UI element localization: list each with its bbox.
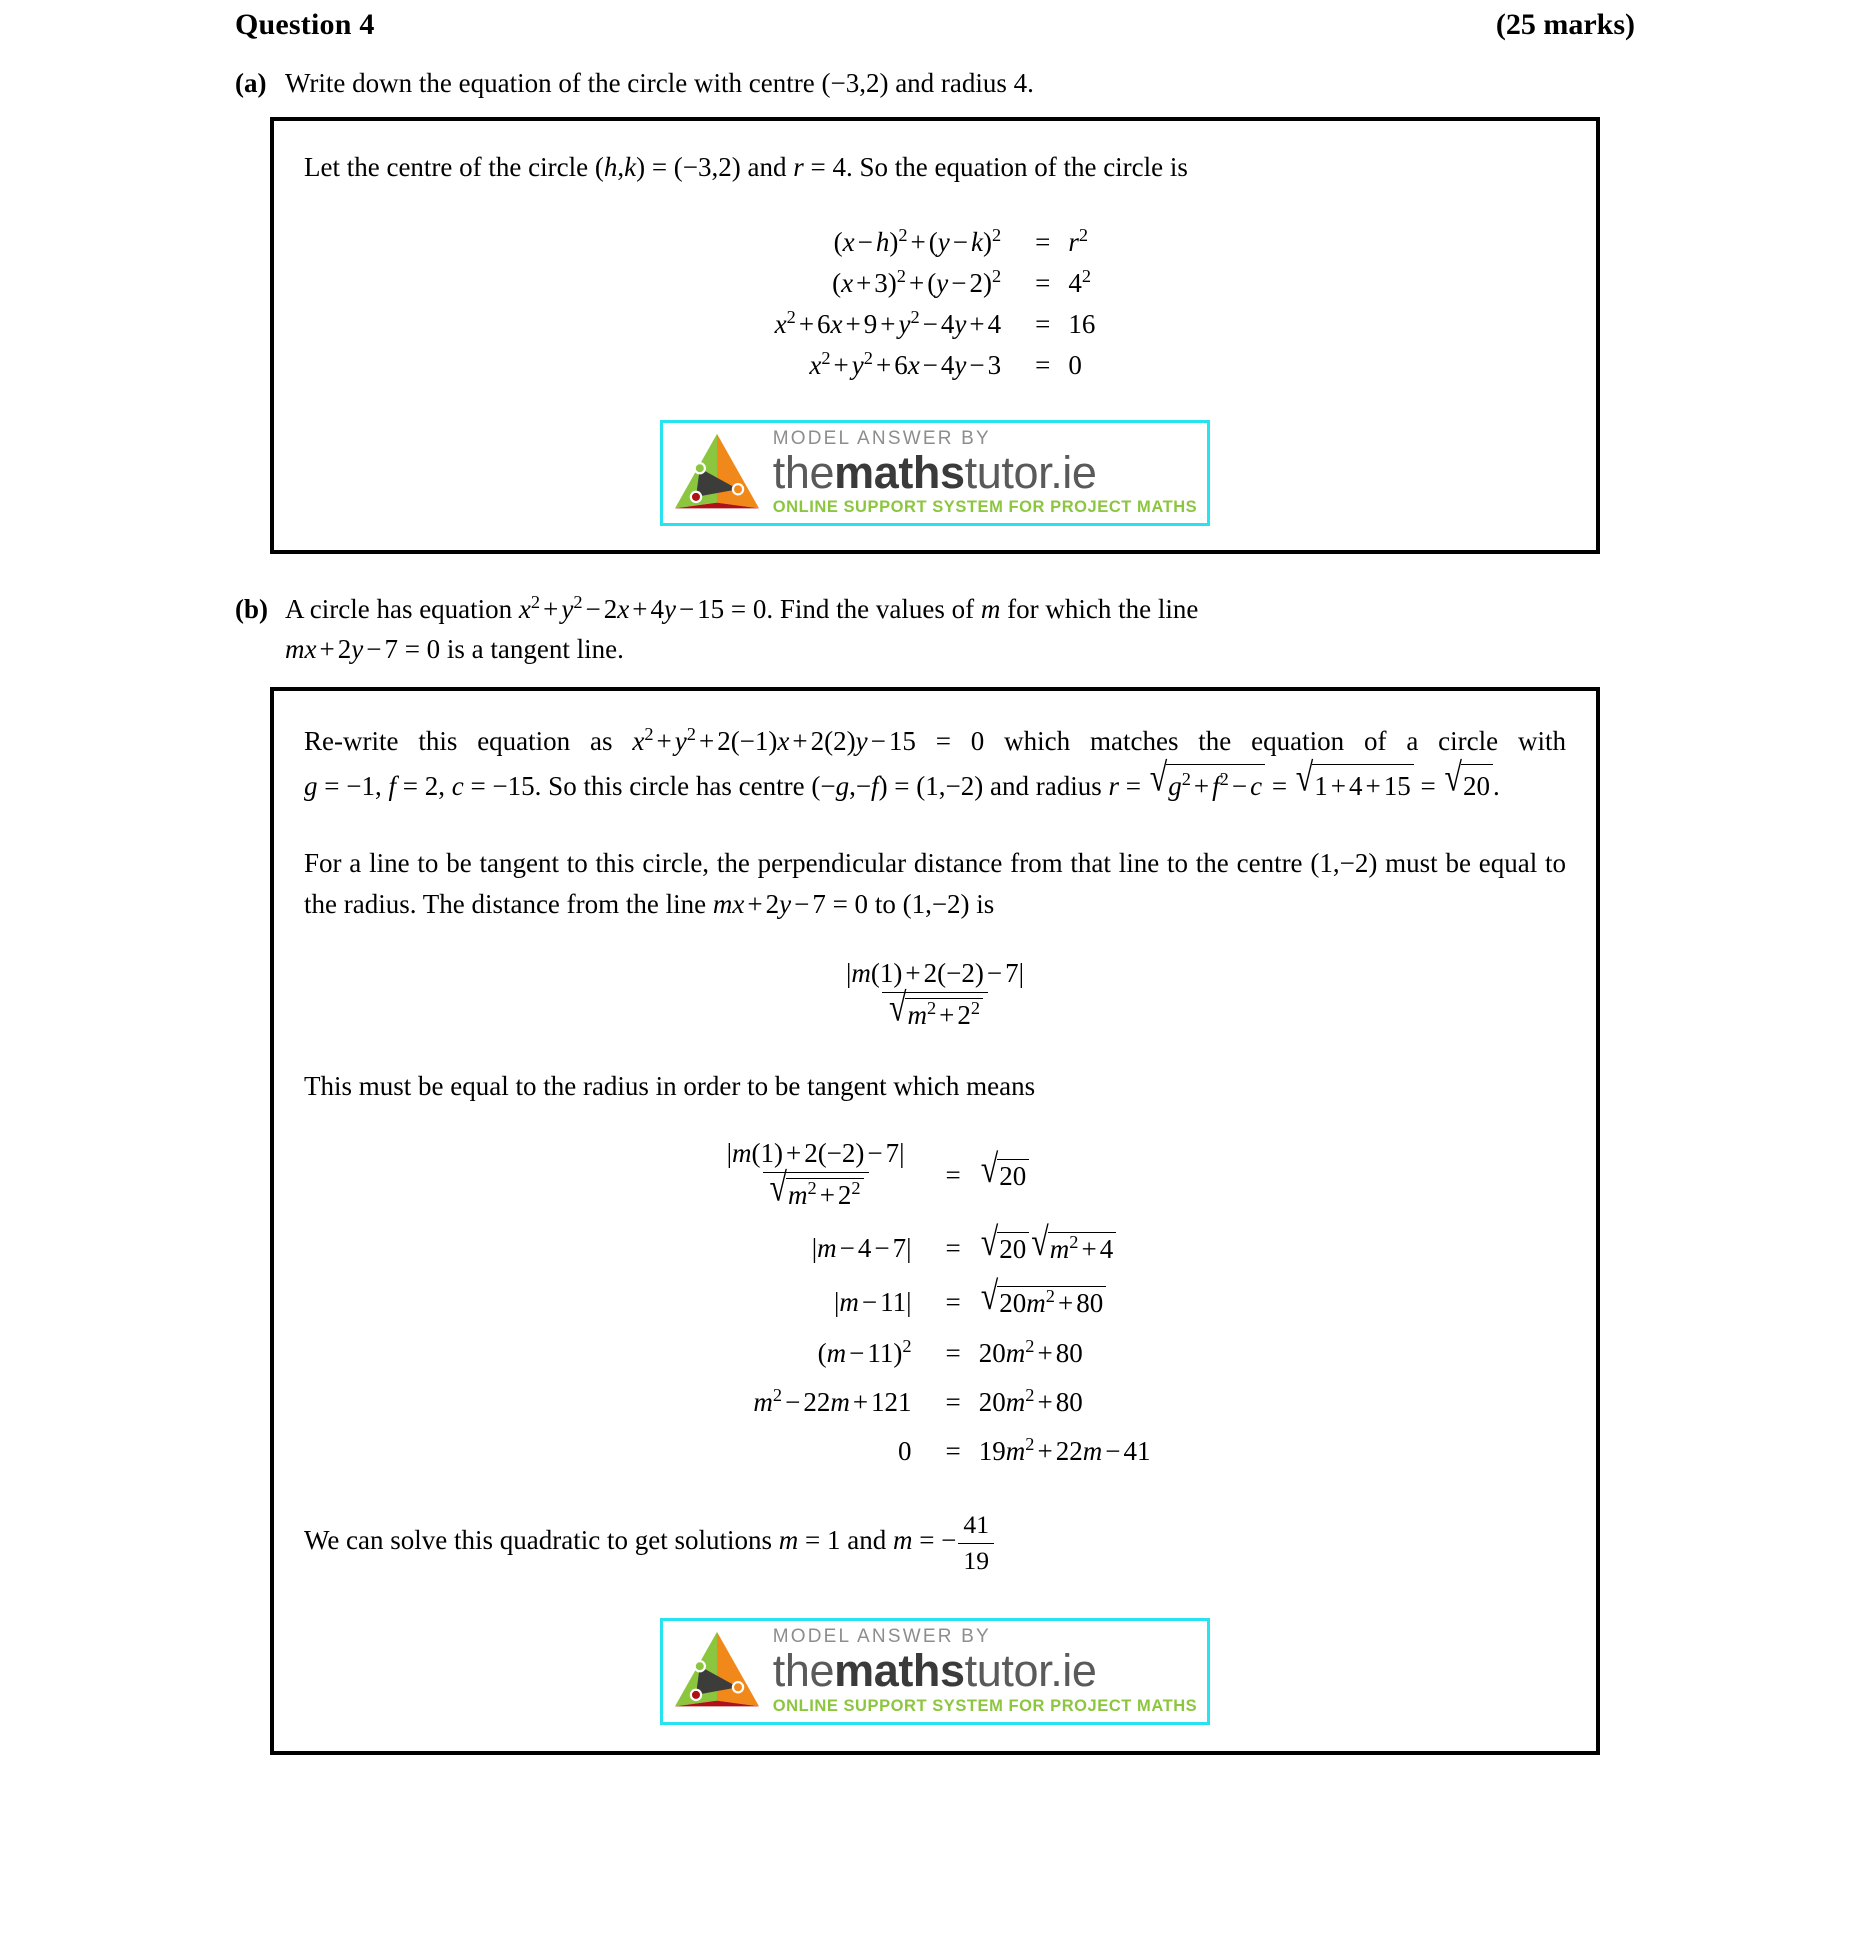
logo-tagline-top: MODEL ANSWER BY [772,1625,991,1647]
answer-b-paragraph-3: This must be equal to the radius in order to be tangent which means [304,1071,1036,1102]
equation-row [720,1221,1151,1275]
gfc-values: g = −1, f = 2, c = −15. [304,771,542,802]
answer-box-b [270,687,1600,1755]
equation-relation: = [1035,349,1051,380]
equation-rhs: $20m^2 + 80$ [978,1385,1083,1418]
part-b-line-equation: mx + 2y − 7 = 0 [285,633,441,664]
logo-text-block [773,1627,1198,1716]
answer-b-p2-t2: must be equal to the radius. The distance from the line [304,848,1567,919]
logo-brand-maths: maths [834,1644,965,1696]
answer-b-paragraph-1 [304,721,1566,809]
part-b-stem-2: Find the values of [773,594,981,625]
equation-relation: = [1035,308,1051,339]
logo-brand-the: the [772,1644,835,1696]
equation-rhs: $r^2$ [1068,224,1089,257]
distance-denominator: $√m^2 + 2^2$ [882,992,988,1033]
equation-row [720,1329,1151,1378]
tangent-fraction: | $\frac{m(1) + 2(-2) - 7 |}{√m^2 + 2^2}$ [722,1138,910,1212]
logo-brand-ie: .ie [1050,446,1097,498]
logo-brand [772,1644,1198,1696]
rewritten-equation: $x^2 + y^2 + 2(-1)x + 2(2)y - 15 = 0$ [632,723,985,756]
answer-a-lead-3: So the equation of the circle is [852,152,1188,183]
question-header [235,0,1635,42]
logo-text-block [773,429,1198,518]
answer-b-p1-t4: and radius [983,771,1109,802]
equation-relation: = [945,1338,961,1369]
part-a-centre: (−3,2) [821,68,889,98]
equation-rhs: $√20m^2 + 80$ [979,1275,1151,1329]
answer-box-a [270,117,1600,554]
answer-b-p1-t3: So this circle has centre [541,771,812,802]
part-a-stem [235,64,1635,103]
logo-tagline-bottom: ONLINE SUPPORT SYSTEM FOR PROJECT MATHS [772,1696,1198,1715]
conclusion-text-1: We can solve this quadratic to get solutions [304,1525,779,1556]
marks-label: (25 marks) [1495,8,1635,41]
answer-b-p2-t3: to [868,888,903,919]
logo-container-a [304,420,1566,527]
equation-lhs: $m^2 - 22m + 121$ [753,1385,912,1418]
solution-m-1: m = 1 [778,1525,841,1556]
equation-rhs: $20m^2 + 80$ [978,1336,1083,1369]
triangle-logo-icon [669,430,765,516]
part-b-variable-m: m [980,594,1001,625]
equation-lhs: 0 [898,1436,912,1467]
equation-row [720,1378,1151,1427]
equation-row [775,222,1096,263]
solution-m-2: m = − $\frac{41}{19}$ [893,1525,996,1555]
solution-numerator: 41 [963,1510,990,1540]
answer-b-p1-t2: which matches the equation of a circle with [984,725,1566,756]
answer-b-equations [720,1129,1151,1476]
equation-row [775,304,1096,345]
equation-relation: = [945,1232,961,1263]
answer-a-lead-1: Let the centre of the circle [304,152,595,183]
equation-lhs: | m − 4 − 7 | [720,1221,928,1275]
themathstutor-logo [660,420,1211,527]
centre-point-2: (1,−2) [902,888,970,919]
logo-brand-maths: maths [834,446,965,498]
logo-tagline-top: MODEL ANSWER BY [772,427,991,449]
equation-rhs: 0 [1068,349,1082,380]
equation-lhs: | m − 11 | [720,1275,928,1329]
logo-brand [772,446,1198,498]
themathstutor-logo [660,1618,1211,1725]
equation-row [720,1275,1151,1329]
equation-rhs: $4^2$ [1068,265,1092,298]
part-a-stem-suffix: and radius 4. [888,68,1034,98]
equation-rhs: √20 $√m^2 + 4$ [979,1221,1151,1275]
distance-numerator: | m(1) + 2(−2) − 7 | [841,958,1029,992]
equation-lhs: $x^2 + y^2 + 6x - 4y - 3$ [809,347,1002,380]
radius-value: r = 4. [793,152,853,183]
equation-relation: = [945,1286,961,1317]
part-a-stem-prefix: Write down the equation of the circle with centre [285,68,822,98]
radius-expression: $r = √g^2 + f^2 - c = √1 + 4 + 15 = √20$ . [1108,771,1499,801]
answer-b-p2-t4: is [969,888,995,919]
equation-lhs: $(x - h)^2 + (y - k)^2$ [833,224,1002,257]
logo-container-b [304,1618,1566,1725]
logo-brand-the: the [772,446,835,498]
equation-rhs: 16 [1068,308,1096,339]
equation-row [720,1129,1151,1221]
equation-rhs: √20 [979,1129,1151,1221]
equation-row [775,345,1096,386]
part-b-stem-3: for which the line [1000,594,1199,625]
distance-formula [304,958,1566,1032]
equation-row [720,1427,1151,1476]
equation-row [775,263,1096,304]
conclusion-text-2: and [840,1525,893,1556]
answer-a-equations [775,222,1096,386]
solution-denominator: 19 [958,1543,994,1576]
part-a-label: (a) [235,68,267,98]
equation-relation: = [1035,267,1051,298]
page-title: Question 4 [235,8,375,41]
circle-centre: (−g,−f) = (1,−2) [811,771,984,802]
part-b-label: (b) [235,594,268,625]
logo-brand-ie: .ie [1050,1644,1097,1696]
part-b-stem-4: is a tangent line. [440,633,624,664]
equation-lhs [720,1129,928,1221]
answer-a-lead-2: and [740,152,794,183]
equation-relation: = [1035,226,1051,257]
equation-rhs: $19m^2 + 22m - 41$ [978,1434,1151,1467]
triangle-logo-icon [669,1628,765,1714]
equation-relation: = [945,1436,961,1467]
centre-point-1: (1,−2) [1310,848,1378,879]
equation-lhs: $x^2 + 6x + 9 + y^2 - 4y + 4$ [774,306,1002,339]
equation-lhs: $(m - 11)^2$ [817,1336,912,1369]
answer-b-conclusion [304,1510,1566,1576]
part-b-circle-equation: $x^2 + y^2 - 2x + 4y - 15 = 0$. [518,592,774,625]
answer-b-paragraph-2 [304,843,1566,924]
logo-tagline-bottom: ONLINE SUPPORT SYSTEM FOR PROJECT MATHS [772,498,1198,517]
part-a-text [285,64,1635,103]
part-b-stem-1: A circle has equation [285,594,519,625]
part-b-text [285,590,1635,668]
centre-hk: (h,k) = (−3,2) [594,152,741,183]
answer-a-lead [304,147,1566,188]
answer-b-p1-t1: Re-write this equation as [304,725,633,756]
equation-relation: = [945,1387,961,1418]
equation-relation: = [945,1159,961,1190]
equation-lhs: $(x + 3)^2 + (y - 2)^2$ [832,265,1002,298]
logo-brand-tutor: tutor [964,1644,1051,1696]
logo-brand-tutor: tutor [964,446,1051,498]
part-b-stem [235,590,1635,668]
answer-b-p2-t1: For a line to be tangent to this circle, the perpendicular distance from that line to the centre [304,848,1311,879]
line-equation-ref: mx + 2y − 7 = 0 [712,888,869,919]
distance-fraction [841,958,1029,1032]
